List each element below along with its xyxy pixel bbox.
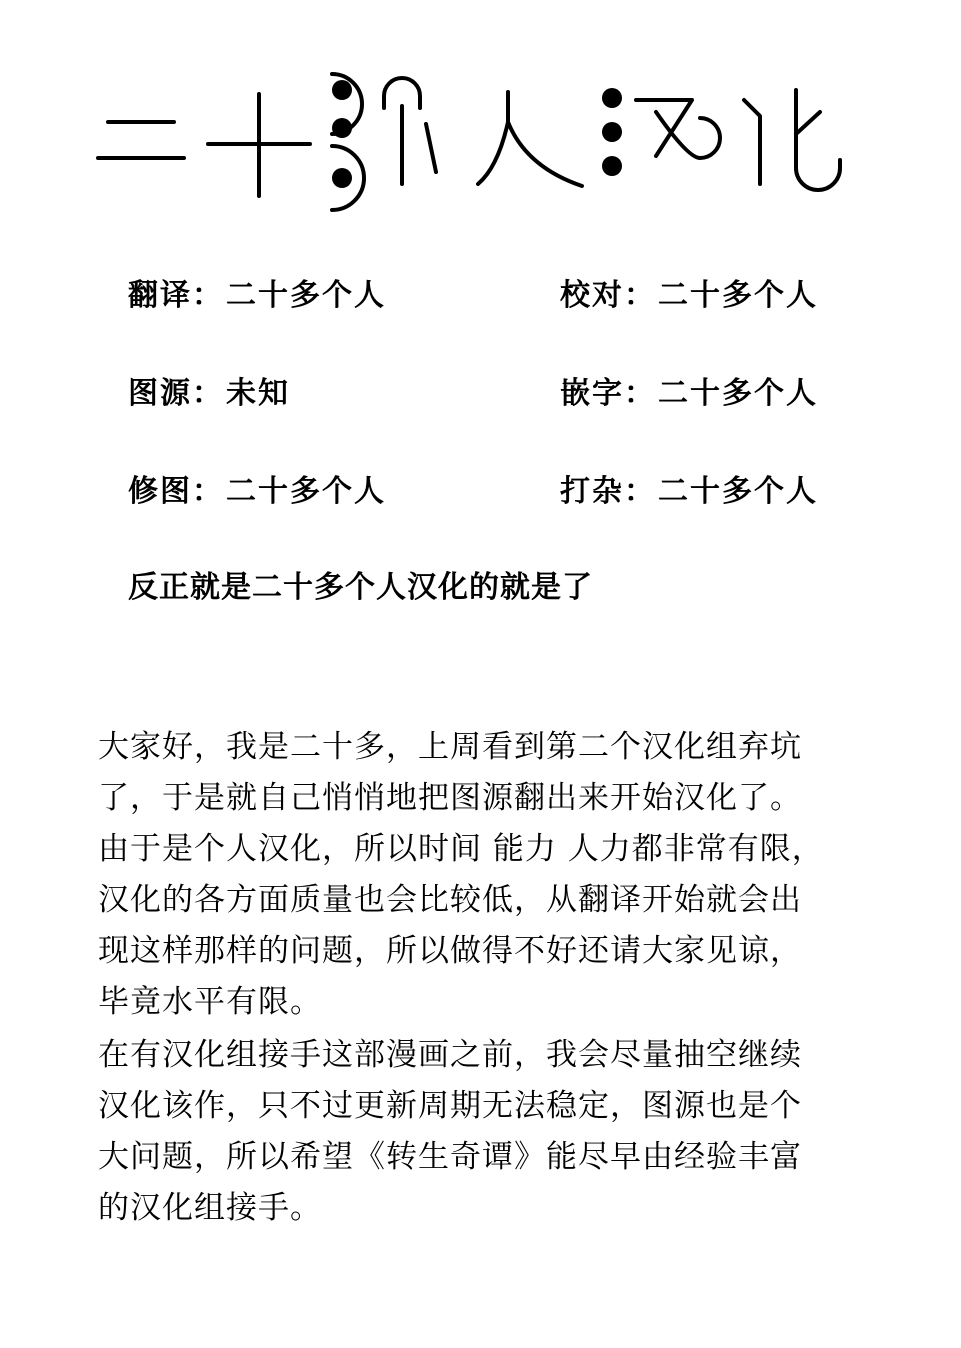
credit-colon: ： (624, 376, 656, 411)
credit-role: 嵌字 (560, 376, 624, 411)
logo-artwork (96, 72, 866, 212)
credit-translation (128, 276, 386, 316)
credit-name: 未知 (226, 376, 290, 411)
paragraph-line: 大家好，我是二十多，上周看到第二个汉化组弃坑 (98, 729, 802, 765)
credit-colon: ： (624, 474, 656, 509)
paragraph-line: 大问题，所以希望《转生奇谭》能尽早由经验丰富 (98, 1139, 802, 1175)
paragraph-line: 汉化该作，只不过更新周期无法稳定，图源也是个 (98, 1088, 802, 1124)
credit-raw-source (128, 374, 290, 414)
paragraph-line: 汉化的各方面质量也会比较低，从翻译开始就会出 (98, 882, 802, 918)
credit-colon: ： (624, 278, 656, 313)
paragraph-line: 了，于是就自己悄悄地把图源翻出来开始汉化了。 (98, 780, 802, 816)
credit-name: 二十多个人 (226, 278, 386, 313)
credit-proofreading (560, 276, 818, 316)
credit-role: 翻译 (128, 278, 192, 313)
credit-colon: ： (192, 278, 224, 313)
paragraph-line: 的汉化组接手。 (98, 1190, 322, 1226)
credit-misc (560, 472, 818, 512)
credit-name: 二十多个人 (658, 376, 818, 411)
credit-role: 校对 (560, 278, 624, 313)
tagline: 反正就是二十多个人汉化的就是了 (128, 570, 593, 605)
credit-name: 二十多个人 (658, 278, 818, 313)
credit-name: 二十多个人 (226, 474, 386, 509)
credit-colon: ： (192, 474, 224, 509)
credit-name: 二十多个人 (658, 474, 818, 509)
credit-role: 图源 (128, 376, 192, 411)
future-plan-paragraph (98, 1030, 858, 1234)
paragraph-line: 毕竟水平有限。 (98, 984, 322, 1020)
credit-role: 打杂 (560, 474, 624, 509)
credit-cleaning (128, 472, 386, 512)
logo-text (96, 72, 97, 73)
group-logo (96, 72, 866, 212)
credit-typesetting (560, 374, 818, 414)
credit-colon: ： (192, 376, 224, 411)
paragraph-line: 现这样那样的问题，所以做得不好还请大家见谅， (98, 933, 802, 969)
paragraph-line: 在有汉化组接手这部漫画之前，我会尽量抽空继续 (98, 1037, 802, 1073)
credit-role: 修图 (128, 474, 192, 509)
paragraph-line: 由于是个人汉化，所以时间 能力 人力都非常有限， (98, 831, 824, 867)
intro-paragraph (98, 722, 858, 1028)
